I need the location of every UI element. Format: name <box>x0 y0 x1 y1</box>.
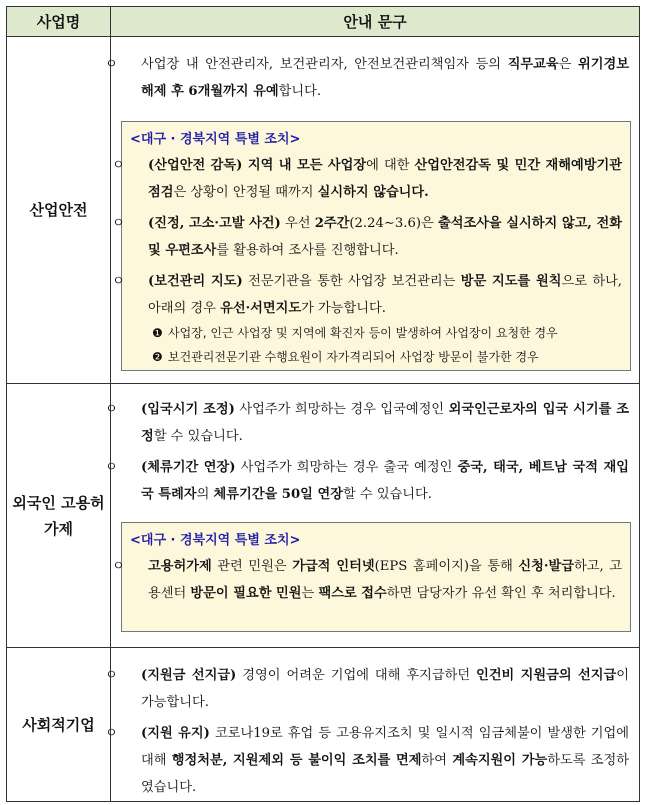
guide-item: ㅇ (지원금 선지급) 경영이 어려운 기업에 대해 후지급하던 인건비 지원금의 선지급이 가능합니다. <box>105 668 629 710</box>
info-table <box>6 6 640 802</box>
special-subitem: ❷ 보건관리전문기관 수행요원이 자가격리되어 사업장 방문이 불가한 경우 <box>152 350 539 364</box>
guide-item: ㅇ (입국시기 조정) 사업주가 희망하는 경우 입국예정인 외국인근로자의 입국 시기를 조정할 수 있습니다. <box>105 402 629 444</box>
special-measures-title: <대구 · 경북지역 특별 조치> <box>130 132 301 147</box>
table-row-industrial-safety <box>7 37 639 384</box>
guide-item: ㅇ (지원 유지) 코로나19로 휴업 등 고용유지조치 및 일시적 임금체불이 발생한 기업에 대해 행정처분, 지원제외 등 불이익 조치를 면제하여 계속지원이 가능하도록 조정하였습니다. <box>105 726 629 795</box>
row-name: 외국인 고용허가제 <box>7 384 111 647</box>
special-item: ㅇ (산업안전 감독) 지역 내 모든 사업장에 대한 산업안전감독 및 민간 재해예방기관 점검은 상황이 안정될 때까지 실시하지 않습니다. <box>112 158 622 200</box>
table-header <box>7 7 639 37</box>
special-item: ㅇ (보건관리 지도) 전문기관을 통한 사업장 보건관리는 방문 지도를 원칙으로 하나, 아래의 경우 유선·서면지도가 가능합니다. <box>112 274 623 316</box>
guide-item: ㅇ 사업장 내 안전관리자, 보건관리자, 안전보건관리책임자 등의 직무교육은 위기경보 해제 후 6개월까지 유예합니다. <box>105 57 630 99</box>
row-name: 산업안전 <box>7 37 111 383</box>
header-guide-text: 안내 문구 <box>343 13 407 31</box>
row-name: 사회적기업 <box>7 648 111 801</box>
header-business-name: 사업명 <box>7 7 111 36</box>
table-row-social-enterprise <box>7 648 639 801</box>
special-measures-box <box>112 522 631 632</box>
guide-item: ㅇ (체류기간 연장) 사업주가 희망하는 경우 출국 예정인 중국, 태국, 베트남 국적 재입국 특례자의 체류기간을 50일 연장할 수 있습니다. <box>105 460 629 502</box>
table-row-foreign-employment <box>7 384 639 648</box>
special-item: ㅇ (진정, 고소·고발 사건) 우선 2주간(2.24∼3.6)은 출석조사을 실시하지 않고, 전화 및 우편조사를 활용하여 조사를 진행합니다. <box>112 216 622 258</box>
row-content <box>105 37 639 383</box>
row-content <box>105 384 639 647</box>
special-measures-box <box>112 121 631 371</box>
special-item: ㅇ 고용허가제 관련 민원은 가급적 인터넷(EPS 홈페이지)을 통해 신청·발급하고, 고용센터 방문이 필요한 민원는 팩스로 접수하면 담당자가 유선 확인 후 처리합니다. <box>112 559 622 601</box>
special-subitem: ❶ 사업장, 인근 사업장 및 지역에 확진자 등이 발생하여 사업장이 요청한 경우 <box>152 326 558 340</box>
special-measures-title: <대구 · 경북지역 특별 조치> <box>130 533 301 548</box>
row-content <box>105 648 639 801</box>
